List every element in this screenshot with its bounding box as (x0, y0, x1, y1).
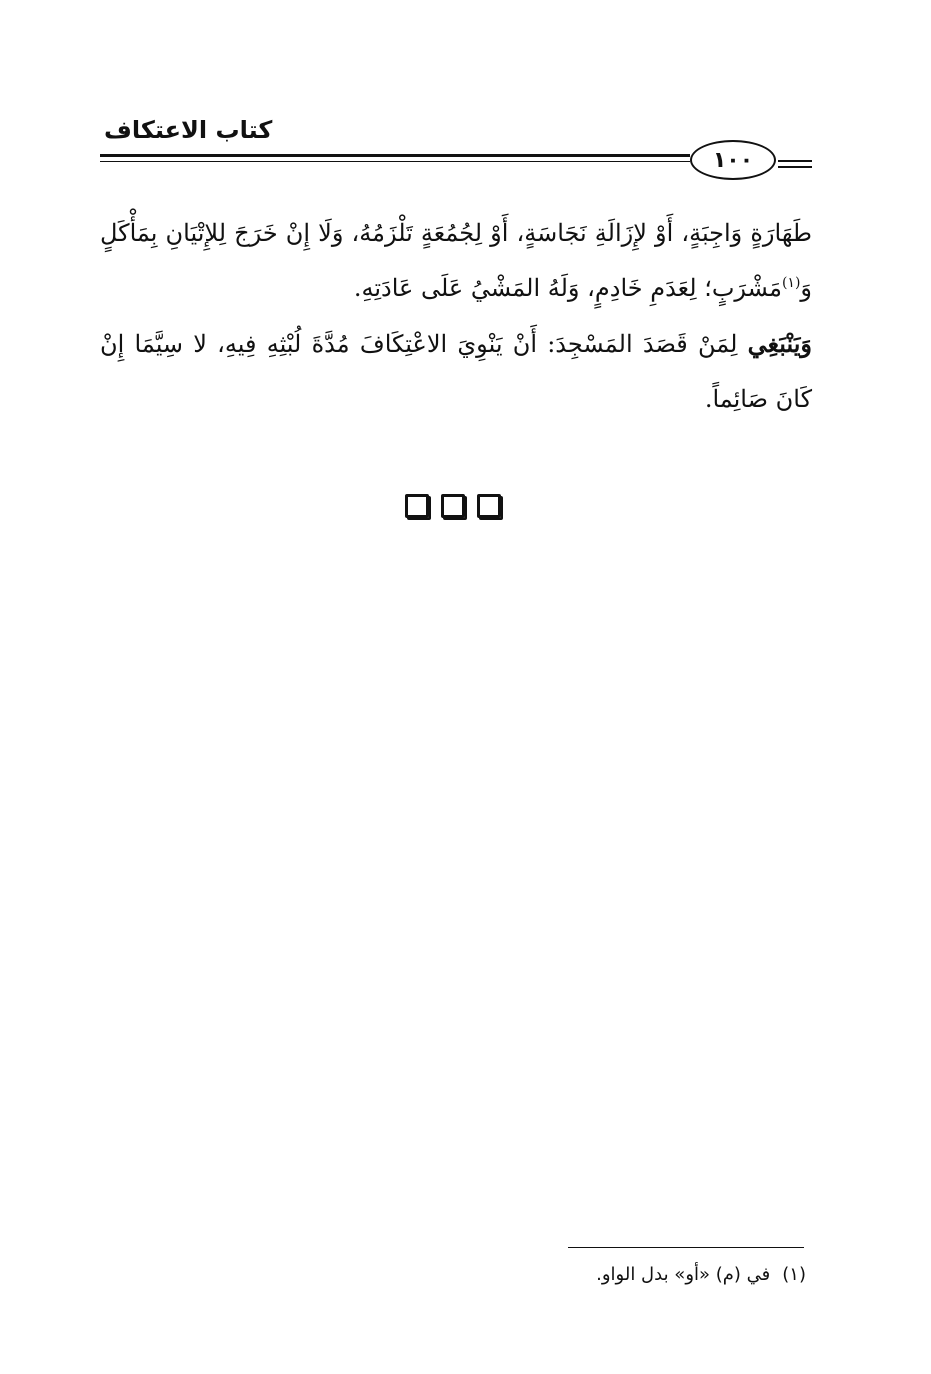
separator-square-icon (441, 494, 465, 518)
page-header (100, 110, 812, 190)
footnote (400, 1264, 806, 1285)
paragraph-1-part-2: مَشْرَبٍ؛ لِعَدَمِ خَادِمٍ، وَلَهُ المَشْيُ عَلَى عَادَتِهِ. (353, 274, 782, 302)
paragraph-2-rest: لِمَنْ قَصَدَ المَسْجِدَ: أَنْ يَنْوِيَ الاعْتِكَافَ مُدَّةَ لُبْثِهِ فِيهِ، لا سِيَّمَا إِنْ كَانَ صَائِماً. (100, 330, 812, 413)
main-text (100, 206, 812, 427)
paragraph-1-part-1: طَهَارَةٍ وَاجِبَةٍ، أَوْ لإِزَالَةِ نَجَاسَةٍ، أَوْ لِجُمُعَةٍ تَلْزَمُهُ، وَلَا إِنْ خَرَجَ لِلإِتْيَانِ بِمَأْكَلٍ وَ (100, 219, 812, 302)
separator-square-icon (405, 494, 429, 518)
paragraph-1 (100, 206, 812, 316)
footnote-number: (١) (782, 1264, 806, 1285)
footnote-divider (568, 1247, 804, 1248)
footnote-reference[interactable]: (١) (781, 275, 801, 291)
header-rule-right (778, 160, 812, 168)
paragraph-2-lead-word: وَيَنْبَغِي (747, 329, 812, 358)
page-number: ١٠٠ (690, 140, 776, 180)
header-rule (100, 154, 690, 162)
footnote-text: في (م) «أو» بدل الواو. (596, 1264, 771, 1285)
separator-square-icon (477, 494, 501, 518)
paragraph-2 (100, 316, 812, 427)
section-separator (405, 494, 501, 518)
book-title: كتاب الاعتكاف (104, 116, 273, 144)
